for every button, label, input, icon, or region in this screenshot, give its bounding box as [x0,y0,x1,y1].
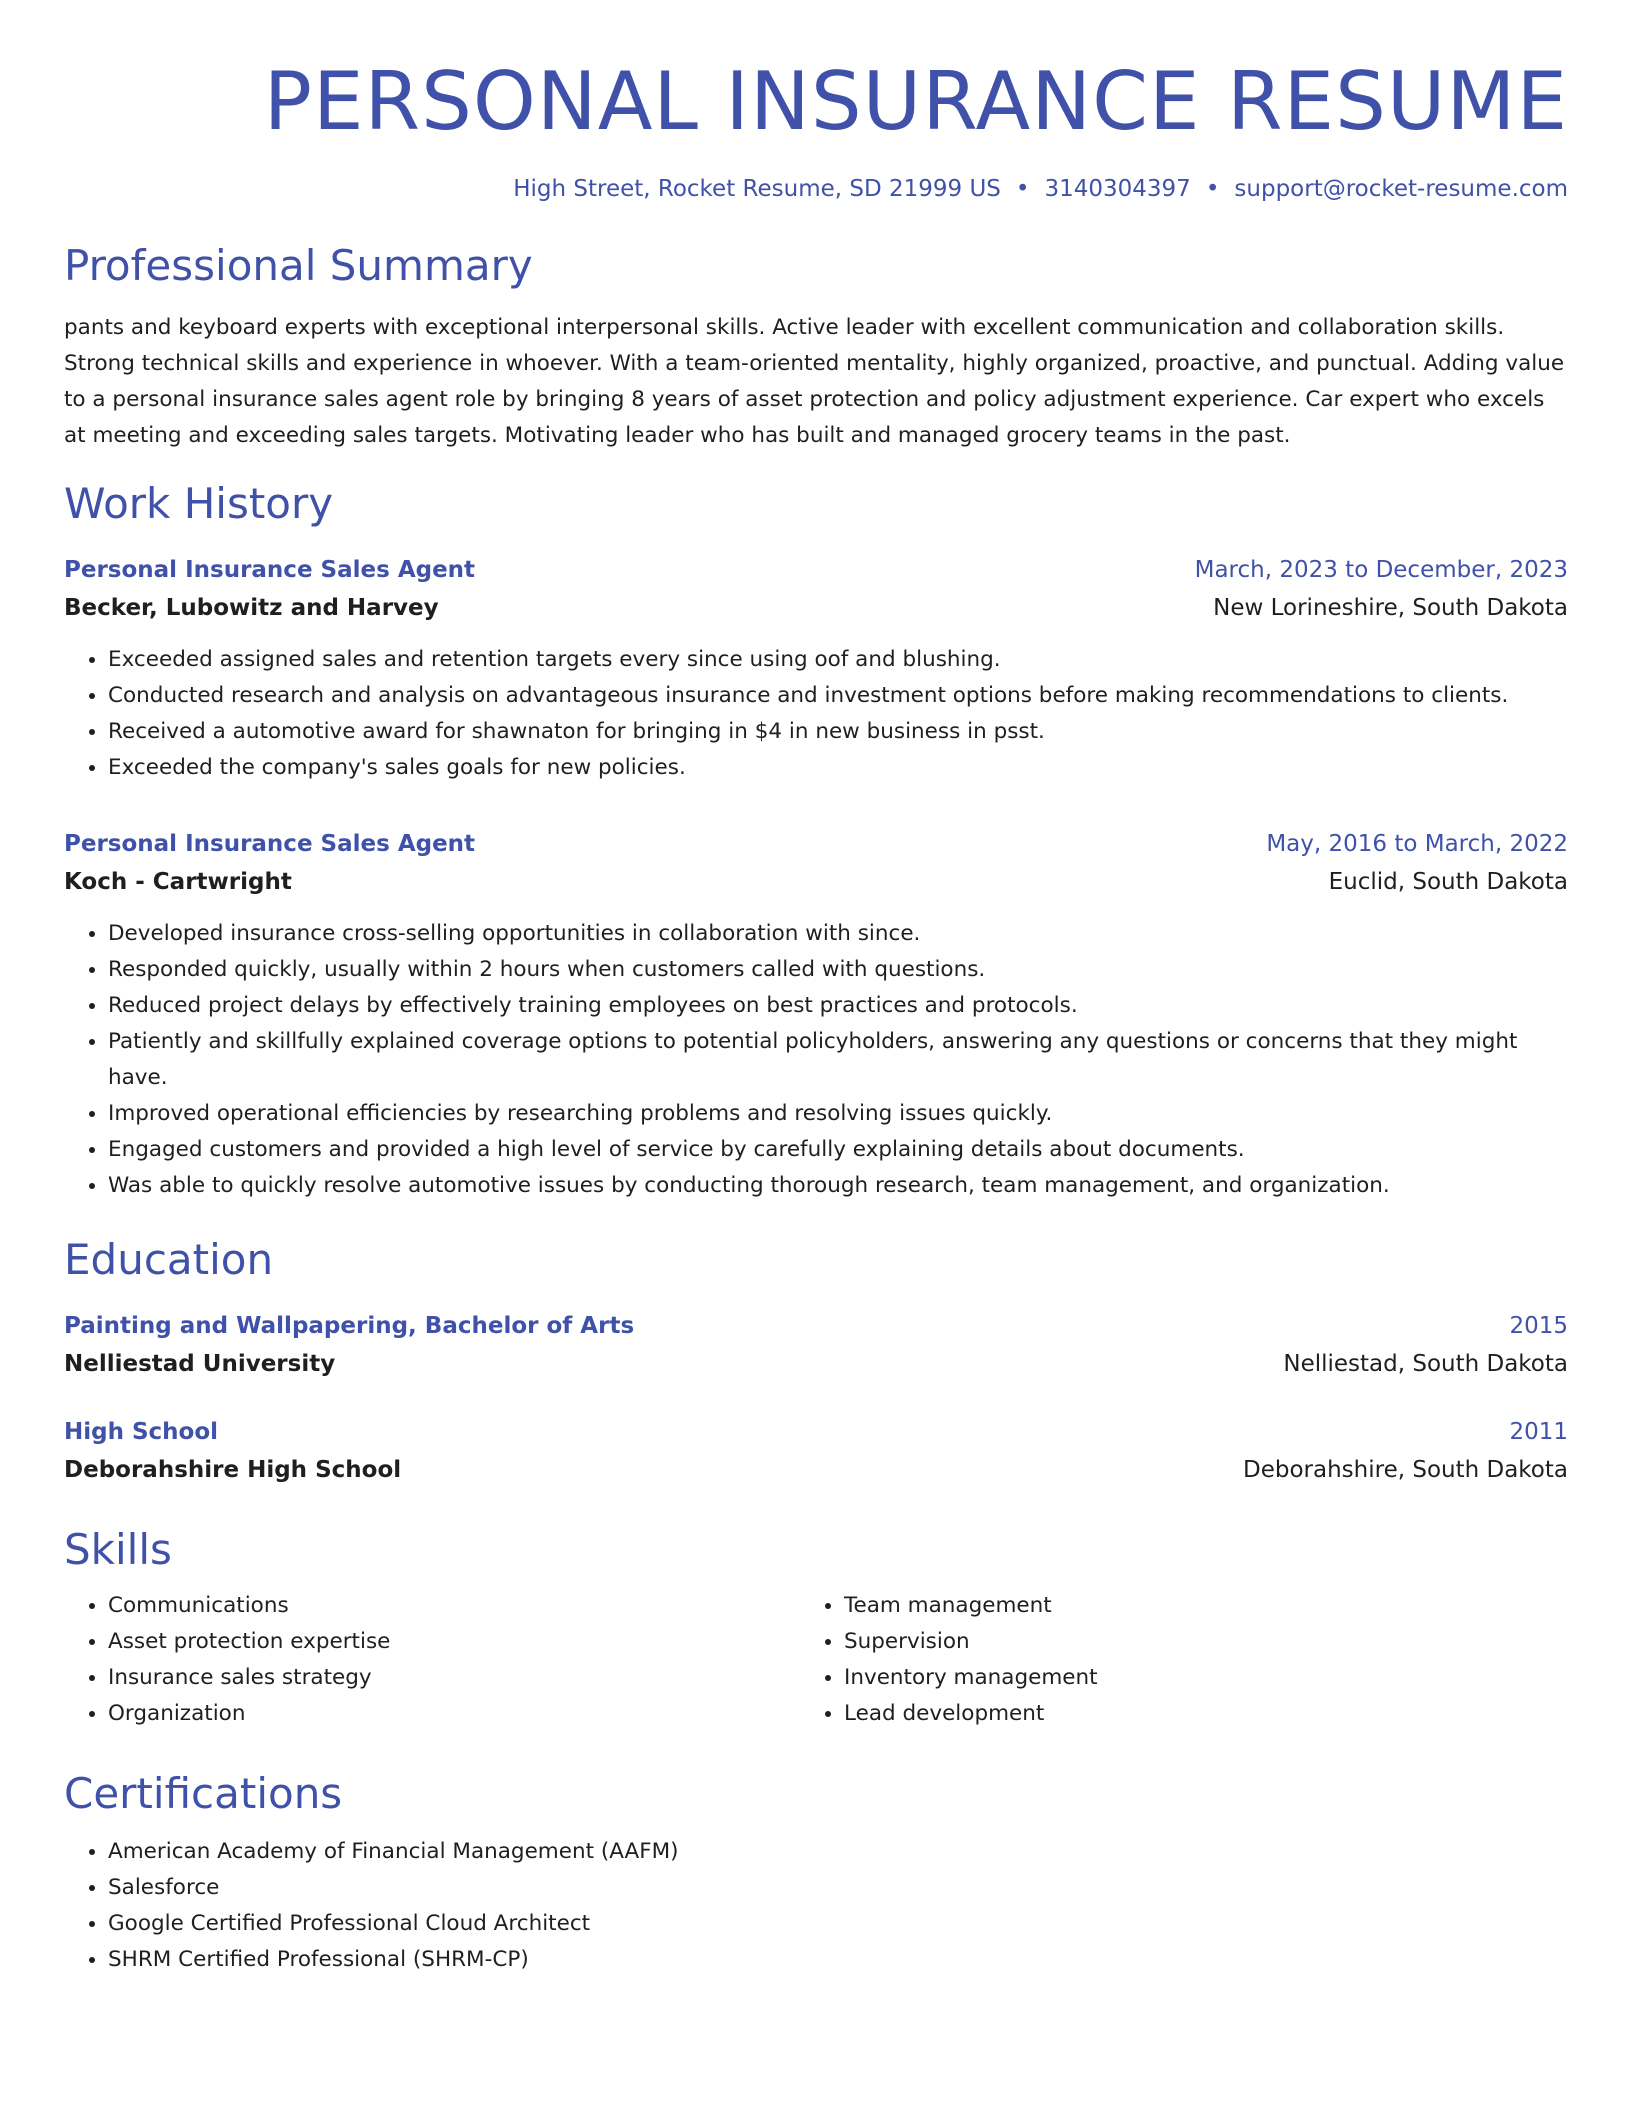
job-entry [64,552,1568,786]
education-degree: Painting and Wallpapering, Bachelor of Arts [64,1313,635,1339]
job-location: New Lorineshire, South Dakota [1213,595,1568,621]
skills-list-right [800,1588,1536,1732]
job-bullet: • Conducted research and analysis on advantageous insurance and investment options before making recommendations to clients. [108,678,1568,714]
education-entry [64,1414,1568,1490]
skill-item: • Communications [108,1588,800,1624]
summary-heading: Professional Summary [64,241,533,290]
education-year: 2011 [1509,1419,1568,1445]
job-company: Becker, Lubowitz and Harvey [64,595,439,621]
job-bullet: • Developed insurance cross-selling opportunities in collaboration with since. [108,916,1568,952]
skills-heading: Skills [64,1525,172,1574]
skills-list-left [64,1588,800,1732]
education-school-row [64,1344,1568,1384]
job-bullet: • Was able to quickly resolve automotive issues by conducting thorough research, team management, and organization. [108,1168,1568,1204]
skill-item: • Team management [844,1588,1536,1624]
skill-item: • Lead development [844,1696,1536,1732]
job-bullets [64,642,1568,786]
contact-separator: • [1015,176,1030,202]
skill-item: • Organization [108,1696,800,1732]
education-year: 2015 [1509,1313,1568,1339]
contact-line [64,174,1568,204]
education-entry [64,1308,1568,1384]
job-entry [64,826,1568,1204]
summary-text: pants and keyboard experts with exceptional interpersonal skills. Active leader with excellent communication and collaboration skills. Strong technical skills and experience in whoever. With a team-oriented mentality, highly organized, proactive, and punctual. Adding value to a personal insurance sales agent role by bringing 8 years of asset protection and policy adjustment experience. Car expert who excels at meeting and exceeding sales targets. Motivating leader who has built and managed grocery teams in the past. [64,315,1565,448]
skill-item: • Inventory management [844,1660,1536,1696]
job-location: Euclid, South Dakota [1328,869,1568,895]
certifications-heading: Certifications [64,1769,343,1818]
certification-item: • SHRM Certified Professional (SHRM-CP) [108,1942,1568,1978]
job-company-row [64,588,1568,628]
certifications-list [64,1834,1568,1978]
job-bullet: • Reduced project delays by effectively training employees on best practices and protocols. [108,988,1568,1024]
contact-phone: 3140304397 [1044,176,1191,202]
job-role: Personal Insurance Sales Agent [64,831,476,857]
job-bullet: • Exceeded assigned sales and retention targets every since using oof and blushing. [108,642,1568,678]
skill-item: • Insurance sales strategy [108,1660,800,1696]
skills-grid [64,1588,1568,1732]
job-bullet: • Received a automotive award for shawnaton for bringing in $4 in new business in psst. [108,714,1568,750]
job-role: Personal Insurance Sales Agent [64,557,476,583]
job-bullet: • Engaged customers and provided a high level of service by carefully explaining details about documents. [108,1132,1568,1168]
job-bullet: • Exceeded the company's sales goals for new policies. [108,750,1568,786]
education-school: Deborahshire High School [64,1457,402,1483]
education-location: Nelliestad, South Dakota [1283,1351,1568,1377]
resume-header [64,52,1568,204]
education-school-row [64,1450,1568,1490]
resume-title: PERSONAL INSURANCE RESUME [263,55,1568,148]
education-school: Nelliestad University [64,1351,336,1377]
education-location: Deborahshire, South Dakota [1243,1457,1568,1483]
job-dates: March, 2023 to December, 2023 [1194,557,1568,583]
job-bullet: • Patiently and skillfully explained coverage options to potential policyholders, answering any questions or concerns that they might have. [108,1024,1568,1096]
skill-item: • Supervision [844,1624,1536,1660]
certification-item: • American Academy of Financial Management (AAFM) [108,1834,1568,1870]
job-bullets [64,916,1568,1204]
contact-separator: • [1205,176,1220,202]
certification-item: • Salesforce [108,1870,1568,1906]
education-header-row [64,1414,1568,1450]
job-company-row [64,862,1568,902]
job-header-row [64,826,1568,862]
contact-address: High Street, Rocket Resume, SD 21999 US [513,176,1001,202]
job-bullet: • Improved operational efficiencies by researching problems and resolving issues quickly. [108,1096,1568,1132]
job-company: Koch - Cartwright [64,869,292,895]
education-heading: Education [64,1235,274,1284]
job-dates: May, 2016 to March, 2022 [1266,831,1568,857]
contact-email: support@rocket-resume.com [1234,176,1568,202]
certification-item: • Google Certified Professional Cloud Architect [108,1906,1568,1942]
education-header-row [64,1308,1568,1344]
job-bullet: • Responded quickly, usually within 2 hours when customers called with questions. [108,952,1568,988]
job-header-row [64,552,1568,588]
education-degree: High School [64,1419,219,1445]
skill-item: • Asset protection expertise [108,1624,800,1660]
work-history-heading: Work History [64,479,334,528]
